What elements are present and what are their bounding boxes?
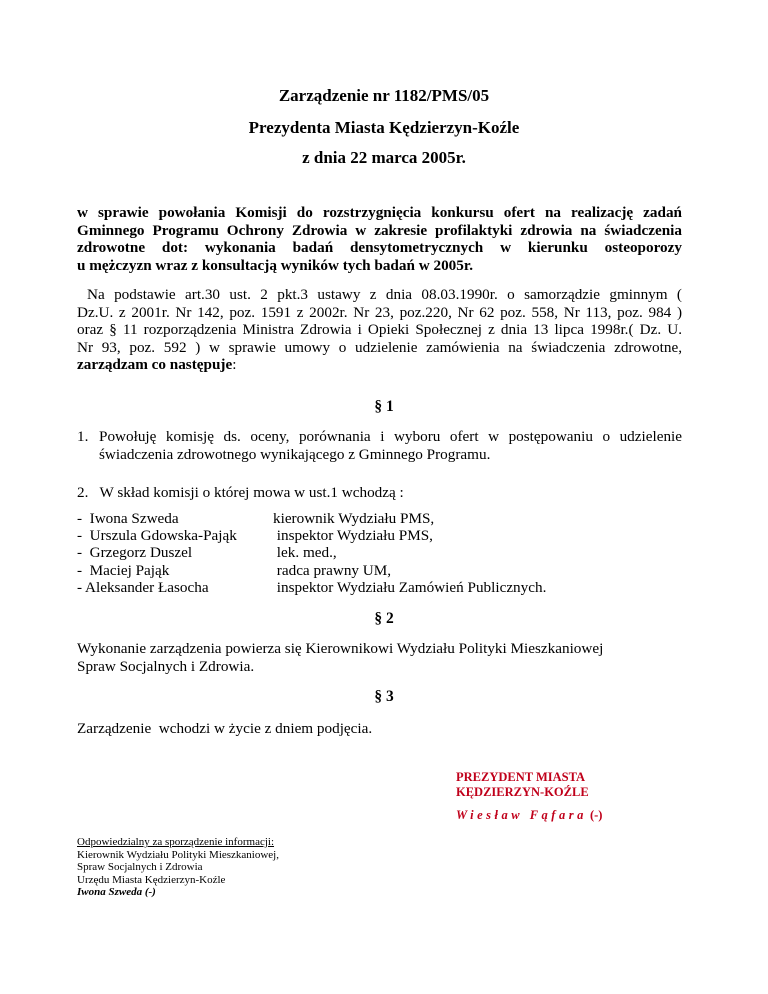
footer-line: Kierownik Wydziału Polityki Mieszkaniowej, bbox=[77, 848, 279, 861]
signature-suffix: (-) bbox=[586, 808, 603, 822]
member-role: inspektor Wydziału PMS, bbox=[273, 527, 433, 545]
member-role: inspektor Wydziału Zamówień Publicznych. bbox=[273, 578, 547, 596]
signature-block bbox=[456, 770, 589, 800]
member-name: - Aleksander Łasocha bbox=[77, 578, 209, 596]
subject-line: Gminnego Programu Ochrony Zdrowia w zakresie profilaktyki zdrowia na świadczenia bbox=[77, 221, 682, 239]
execution-line: Wykonanie zarządzenia powierza się Kierownikowi Wydziału Polityki Mieszkaniowej bbox=[77, 640, 604, 657]
basis-closing-bold: zarządzam co następuje bbox=[77, 356, 233, 373]
section-1-item-2: 2. W skład komisji o której mowa w ust.1 wchodzą : bbox=[77, 484, 404, 501]
legal-basis-paragraph bbox=[77, 286, 682, 374]
subject-paragraph bbox=[77, 204, 682, 274]
member-role: radca prawny UM, bbox=[273, 561, 392, 579]
section-3-heading: § 3 bbox=[374, 688, 394, 705]
basis-line: Na podstawie art.30 ust. 2 pkt.3 ustawy z dnia 08.03.1990r. o samorządzie gminnym ( bbox=[87, 286, 682, 303]
subject-line: w sprawie powołania Komisji do rozstrzygnięcia konkursu ofert na realizację zadań bbox=[77, 204, 682, 221]
subject-line: u mężczyzn wraz z konsultacją wyników tych badań w 2005r. bbox=[77, 256, 473, 274]
item-line: świadczenia zdrowotnego wynikającego z Gminnego Programu. bbox=[99, 445, 491, 463]
document-title: Zarządzenie nr 1182/PMS/05 bbox=[278, 86, 490, 105]
execution-paragraph bbox=[77, 640, 677, 675]
signature-city: KĘDZIERZYN-KOŹLE bbox=[456, 785, 589, 799]
effective-date-paragraph: Zarządzenie wchodzi w życie z dniem podjęcia. bbox=[77, 720, 373, 737]
basis-closing-colon: : bbox=[232, 356, 237, 373]
item-line: Powołuję komisję ds. oceny, porównania i wyboru ofert w postępowaniu o udzielenie bbox=[99, 428, 682, 445]
basis-closing bbox=[77, 356, 682, 374]
signature-title: PREZYDENT MIASTA bbox=[456, 770, 586, 784]
footer-responsible bbox=[77, 836, 279, 899]
member-role: kierownik Wydziału PMS, bbox=[273, 510, 435, 527]
member-name: - Iwona Szweda bbox=[77, 510, 179, 527]
footer-line: Urzędu Miasta Kędzierzyn-Koźle bbox=[77, 873, 226, 886]
item-text bbox=[99, 428, 682, 463]
member-name: - Urszula Gdowska-Pająk bbox=[77, 527, 237, 545]
document-issuer: Prezydenta Miasta Kędzierzyn-Koźle bbox=[248, 118, 520, 137]
item-number: 1. bbox=[77, 428, 89, 445]
member-name: - Maciej Pająk bbox=[77, 561, 170, 579]
signature-name: Wiesław Fąfara bbox=[456, 808, 587, 822]
signature-name-line bbox=[456, 808, 602, 823]
section-2-heading: § 2 bbox=[374, 610, 394, 627]
footer-line: Spraw Socjalnych i Zdrowia bbox=[77, 861, 203, 874]
section-1-item-1 bbox=[77, 428, 682, 463]
member-name: - Grzegorz Duszel bbox=[77, 544, 193, 562]
basis-line: Dz.U. z 2001r. Nr 142, poz. 1591 z 2002r. Nr 23, poz.220, Nr 62 poz. 558, Nr 113, poz. 984 ) bbox=[77, 303, 682, 321]
execution-line: Spraw Socjalnych i Zdrowia. bbox=[77, 657, 255, 675]
document-date: z dnia 22 marca 2005r. bbox=[302, 148, 466, 167]
footer-heading: Odpowiedzialny za sporządzenie informacji: bbox=[77, 836, 275, 848]
section-1-heading: § 1 bbox=[374, 398, 394, 415]
subject-line: zdrowotne dot: wykonania badań densytometrycznych w kierunku osteoporozy bbox=[77, 239, 682, 256]
member-role: lek. med., bbox=[273, 544, 337, 562]
basis-line: Nr 93, poz. 592 ) w sprawie umowy o udzielenie zamówienia na świadczenia zdrowotne, bbox=[77, 338, 682, 356]
footer-person: Iwona Szweda (-) bbox=[77, 886, 156, 899]
basis-line: oraz § 11 rozporządzenia Ministra Zdrowia i Opieki Społecznej z dnia 13 lipca 1998r.( Dz. U. bbox=[77, 321, 682, 338]
